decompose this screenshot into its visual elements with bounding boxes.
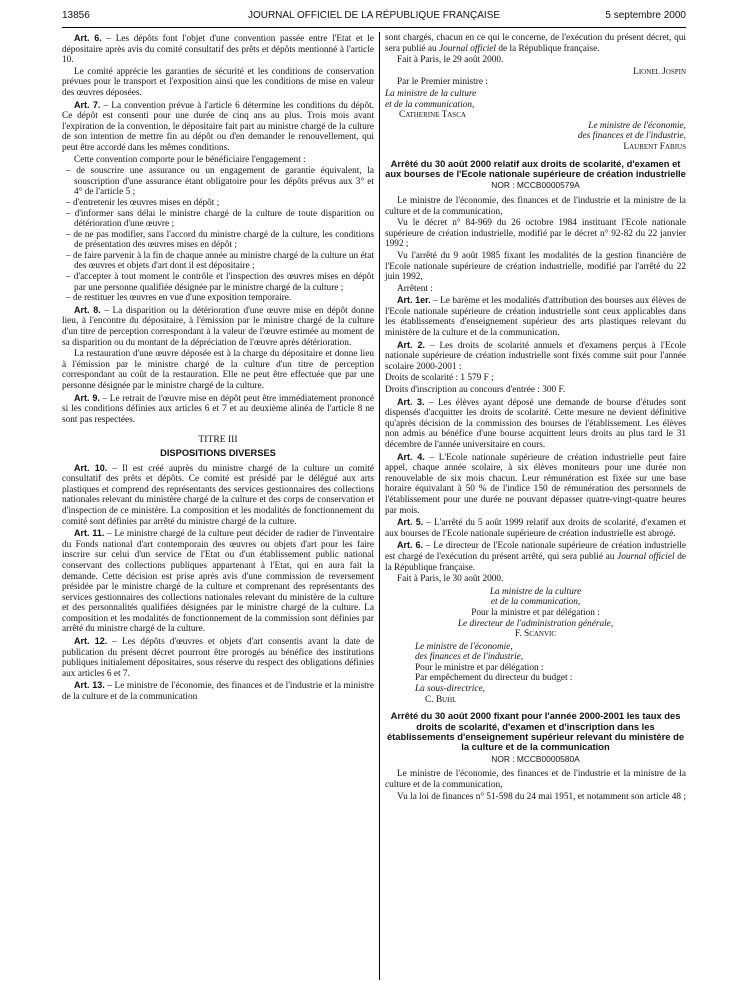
- decree-1-title: Arrêté du 30 août 2000 relatif aux droits de scolarité, d'examen et aux bourses de l'Ecole nationale supérieure de création industrielle: [385, 157, 686, 179]
- list-item: – de restituer les œuvres en vue d'une exposition temporaire.: [66, 293, 292, 304]
- minister-economy-line-1: Le ministre de l'économie,: [588, 120, 686, 131]
- decree-1-fee-line-1: Droits de scolarité : 1 579 F ;: [385, 373, 494, 384]
- signature-pm: Lionel Jospin: [633, 66, 686, 77]
- decree-1-article-2: Art. 2. – Les droits de scolarité annuels et d'examens perçus à l'Ecole nationale supérieure de création industrielle sont fixés comme suit pour l'année scolaire 2000-2001 :: [385, 339, 686, 372]
- article-11: Art. 11. – Le ministre chargé de la culture peut décider de radier de l'inventaire du Fonds national d'art contemporain des œuvres ou objets d'art pour les faire inscrire sur celui d'un service de l'Etat ou d'un établissement public national conservant des collections publiques appartenant à l'Etat, qui en aura fait la demande. Cette décision est prise après avis d'une commission de reversement présidée par le ministre chargé de la culture et comprenant des représentants des services gestionnaires des collections nationales relevant du ministère de la culture et des personnalités qualifiées désignées par le ministre chargé de la culture. La composition et les modalités de fonctionnement de la commission sont définies par arrêté du ministre chargé de la culture.: [62, 528, 374, 635]
- article-7-list: [62, 166, 374, 304]
- list-item: – d'entretenir les œuvres mises en dépôt ;: [66, 197, 220, 208]
- list-item: – de ne pas modifier, sans l'accord du ministre chargé de la culture, les conditions de présentation des œuvres mises en dépôt ;: [66, 229, 374, 251]
- section-title: TITRE III: [198, 434, 238, 446]
- decree-1-preamble-3: Vu l'arrêté du 9 août 1985 fixant les modalités de la gestion financière de l'Ecole nationale supérieure de création industrielle, modifié par l'arrêté du 22 juin 1992,: [385, 250, 686, 283]
- publication-date: 5 septembre 2000: [605, 10, 686, 21]
- list-item: – d'accepter à tout moment le contrôle et l'inspection des œuvres mises en dépôt par une personne qualifiée désignée par le ministre chargé de la culture ;: [66, 272, 374, 293]
- page-header: [62, 10, 686, 26]
- article-7-paragraph-2: Cette convention comporte pour le bénéficiaire l'engagement :: [74, 154, 306, 165]
- decree-1-article-5: Art. 5. – L'arrêté du 5 août 1999 relatif aux droits de scolarité, d'examen et aux bourses de l'Ecole nationale supérieure de création industrielle est abrogé.: [385, 517, 686, 539]
- article-9: Art. 9. – Le retrait de l'œuvre mise en dépôt peut être immédiatement prononcé si les conditions définies aux articles 6 et 7 et au deuxième alinéa de l'article 8 ne sont pas respectées.: [62, 392, 374, 425]
- article-12: Art. 12. – Les dépôts d'œuvres et objets d'art consentis avant la date de publication du présent décret pourront être prorogés au bénéfice des institutions publiques initialement dépositaires, sous réserve du respect des obligations définies aux articles 6 et 7.: [62, 636, 375, 679]
- list-item: – d'informer sans délai le ministre chargé de la culture de toute disparition ou détérioration d'une œuvre ;: [66, 208, 374, 230]
- page-number: 13856: [62, 10, 90, 21]
- decree-1-nor: NOR : MCCB0000579A: [491, 180, 580, 191]
- decree-2-nor: NOR : MCCB0000580A: [491, 753, 580, 764]
- decree-1-place-date: Fait à Paris, le 30 août 2000.: [397, 574, 504, 585]
- decree-2-preamble-2: Vu la loi de finances n° 51-598 du 24 mai 1951, et notamment son article 48 ;: [397, 791, 686, 802]
- article-8-paragraph-2: La restauration d'une œuvre déposée est à la charge du dépositaire et donne lieu à l'émission par le ministre chargé de la culture d'un titre de perception correspondant au coût de la restauration. Elle ne peut être effectuée que par une personne désignée par le ministre chargé de la culture.: [62, 349, 374, 391]
- article-13: Art. 13. – Le ministre de l'économie, des finances et de l'industrie et la ministre de la culture et de la communication: [62, 680, 374, 703]
- decree-1-arretent: Arrêtent :: [397, 283, 433, 294]
- decree-1-article-6: Art. 6. – Le directeur de l'Ecole nationale supérieure de création industrielle est chargé de l'exécution du présent arrêté, qui sera publié au Journal officiel de la République française.: [385, 540, 686, 573]
- signature-place-date: Fait à Paris, le 29 août 2000.: [397, 55, 504, 66]
- decree-1-preamble-1: Le ministre de l'économie, des finances et de l'industrie et la ministre de la culture et de la communication,: [385, 195, 686, 217]
- article-8: Art. 8. – La disparition ou la détérioration d'une œuvre mise en dépôt donne lieu, à l'encontre du dépositaire, à l'émission par le ministre chargé de la culture d'un titre de perception correspondant à la valeur de l'œuvre estimée au moment de sa disparition ou du montant de la dépréciation de l'œuvre après détérioration.: [62, 304, 374, 348]
- decree-1-fee-line-2: Droits d'inscription au concours d'entrée : 300 F.: [385, 385, 566, 396]
- journal-title: JOURNAL OFFICIEL DE LA RÉPUBLIQUE FRANÇAISE: [247, 10, 501, 21]
- decree-1-article-4: Art. 4. – L'Ecole nationale supérieure de création industrielle peut faire appel, chaque année scolaire, à six élèves moniteurs pour une durée non renouvelable de six mois chacun. Leur rémunération est fixée sur une base horaire équivalant à 50 % de l'indice 150 de rémunération des personnels de l'établissement pour une durée ne pouvant dépasser quatre-vingt-quatre heures par mois.: [385, 451, 686, 516]
- list-item: – de faire parvenir à la fin de chaque année au ministre chargé de la culture un état des œuvres et objets d'art dont il est dépositaire ;: [66, 250, 374, 272]
- article-6-paragraph-2: Le comité apprécie les garanties de sécurité et les conditions de conservation prévues pour le transport et l'exposition ainsi que les conditions de mise en valeur des œuvres déposées.: [62, 66, 374, 98]
- signature-culture: Catherine Tasca: [399, 110, 466, 121]
- par-premier-ministre: Par le Premier ministre :: [397, 77, 488, 88]
- minister-economy-line-2: des finances et de l'industrie,: [577, 131, 686, 142]
- list-item: – de souscrire une assurance ou un engagement de garantie équivalent, la souscription d'une assurance étant obligatoire pour les dépôts prévus aux 3° et 4° de l'article 5 ;: [66, 166, 374, 198]
- article-7: Art. 7. – La convention prévue à l'article 6 détermine les conditions du dépôt. Ce dépôt est consenti pour une durée de cinq ans au plus. Trois mois avant l'expiration de la convention, le dépositaire fait part au ministre chargé de la culture de son intention de mettre fin au dépôt ou d'en demander le renouvellement, qui peut être accordé dans les mêmes conditions.: [62, 99, 374, 153]
- right-column: [385, 33, 686, 803]
- article-6: Art. 6. – Les dépôts font l'objet d'une convention passée entre l'Etat et le dépositaire après avis du comité consultatif des prêts et dépôts mentionné à l'article 10.: [62, 33, 374, 66]
- decree-2-title: Arrêté du 30 août 2000 fixant pour l'année 2000-2001 les taux des droits de scolarité, d'examen et d'inscription dans les établissements d'enseignement supérieur relevant du ministère de la culture et de la communication: [386, 710, 685, 753]
- decree-1-preamble-2: Vu le décret n° 84-969 du 26 octobre 1984 instituant l'Ecole nationale supérieure de création industrielle, modifié par le décret n° 92-82 du 22 janvier 1992 ;: [385, 218, 686, 250]
- decree-1-article-3: Art. 3. – Les élèves ayant déposé une demande de bourse d'études sont dispensés d'acquitter les droits de scolarité. Cette mesure ne devient définitive qu'après décision de la commission des bourses de l'établissement. Les élèves non admis au bénéfice d'une bourse acquittent leurs droits au plus tard le 31 décembre de l'année universitaire en cours.: [385, 396, 686, 450]
- decree-1-article-1: Art. 1er. – Le barème et les modalités d'attribution des bourses aux élèves de l'Ecole nationale supérieure de création industrielle sont ceux applicables dans les établissements d'enseignement supérieur des arts plastiques relevant du ministère de la culture et de la communication.: [385, 295, 686, 339]
- signature-economy: Laurent Fabius: [623, 141, 686, 152]
- section-subtitle: DISPOSITIONS DIVERSES: [160, 447, 276, 458]
- signature-block-culture: La ministre de la culture et de la communication, Pour la ministre et par délégation : Le directeur de l'administration générale, F. Scanvic: [457, 586, 614, 640]
- article-10: Art. 10. – Il est créé auprès du ministre chargé de la culture un comité consultatif des prêts et dépôts. Ce comité est présidé par le délégué aux arts plastiques et comprend des représentants des services gestionnaires des collections nationales relevant du ministère chargé de la culture et des corps de conservation et d'inspection de ce ministère. La composition et les modalités de fonctionnement du comité sont définies par arrêté du ministre chargé de la culture.: [62, 462, 375, 527]
- decree-2-preamble-1: Le ministre de l'économie, des finances et de l'industrie et la ministre de la culture et de la communication,: [385, 769, 686, 791]
- decree-continuation: sont chargés, chacun en ce qui le concerne, de l'exécution du présent décret, qui sera publié au Journal officiel de la République française.: [385, 33, 686, 54]
- left-column: [62, 33, 374, 704]
- column-divider: [379, 32, 380, 980]
- signature-block-economy: Le ministre de l'économie, des finances et de l'industrie, Pour le ministre et par délégation : Par empêchement du directeur du budget : La sous-directrice, C. Buhl: [415, 641, 573, 705]
- minister-culture-line-2: et de la communication,: [385, 99, 475, 110]
- minister-culture-line-1: La ministre de la culture: [385, 88, 477, 99]
- header-rule: [62, 27, 686, 28]
